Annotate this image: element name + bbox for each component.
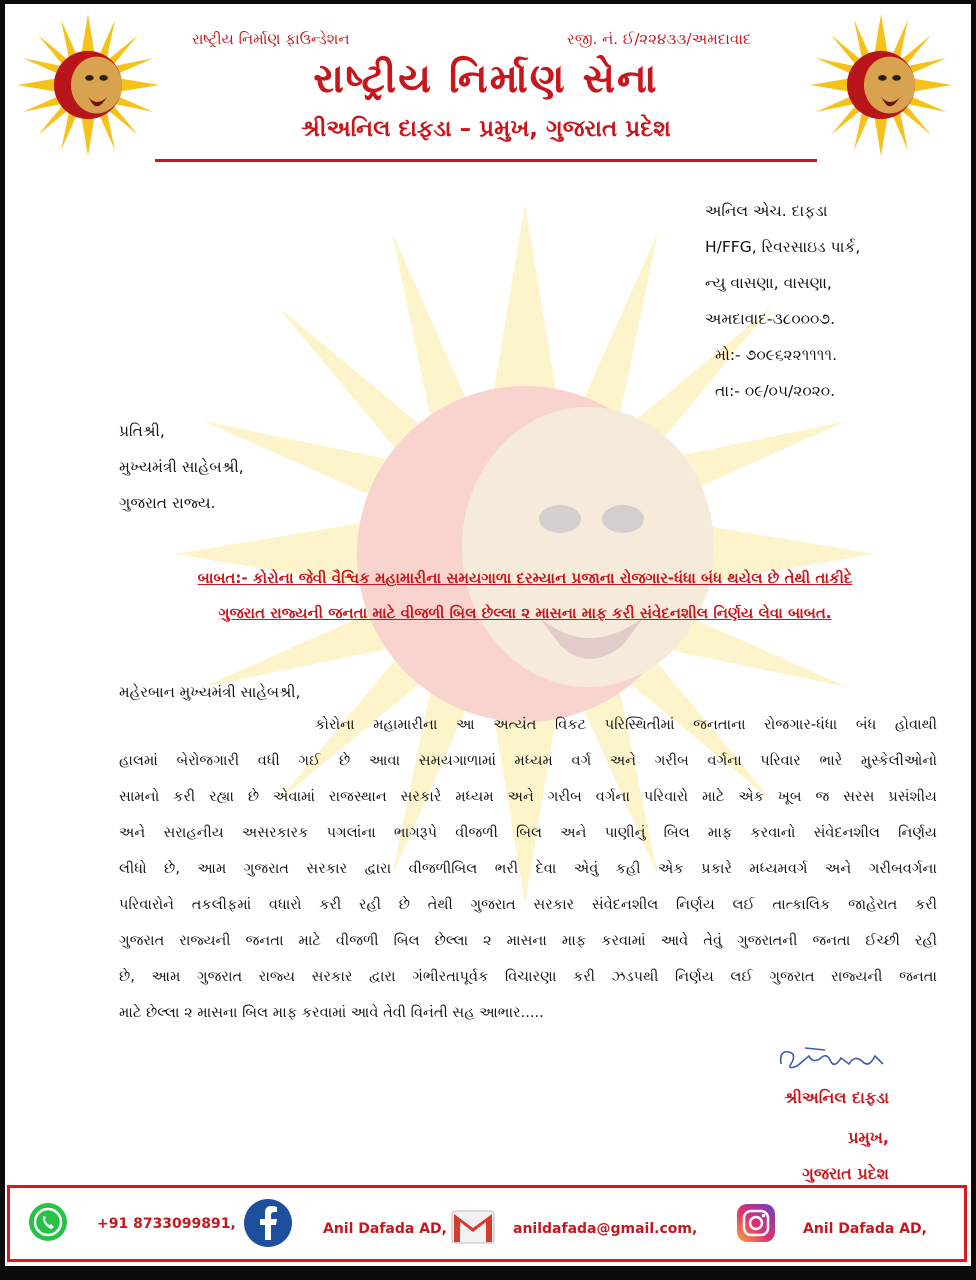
registration-number: રજી. નં. ઈ/૨૨૪૩૩/અમદાવાદ	[567, 30, 752, 48]
body-line: લીધો છે, આમ ગુજરાત સરકાર દ્વારા વીજળીબિલ ભરી દેવા એવું કહી એક પ્રકારે મધ્યમવર્ગ અને ગરીબવર્ગના	[119, 860, 937, 877]
instagram-icon	[735, 1202, 777, 1244]
sender-address-line-1: H/FFG, રિવરસાઇડ પાર્ક,	[705, 238, 861, 256]
signatory-role: પ્રમુખ,	[848, 1128, 889, 1147]
footer-email: anildafada@gmail.com,	[513, 1221, 698, 1237]
facebook-icon	[243, 1198, 293, 1248]
salutation: મહેરબાન મુખ્યમંત્રી સાહેબશ્રી,	[119, 683, 301, 701]
body-line: છે, આમ ગુજરાત રાજ્ય સરકાર દ્વારા ગંભીરતાપૂર્વક વિચારણા કરી ઝડપથી નિર્ણય લઈ ગુજરાત રાજ્યની જનતા	[119, 968, 937, 985]
body-line: કોરોના મહામારીના આ અત્યંત વિકટ પરિસ્થિતીમાં જનતાના રોજગાર-ધંધા બંધ હોવાથી	[315, 716, 937, 733]
sender-address-line-3: અમદાવાદ-૩૮૦૦૦૭.	[705, 310, 836, 328]
body-line: અને સરાહનીય અસરકારક પગલાંના ભાગરૂપે વીજળી બિલ અને પાણીનું બિલ માફ કરવાનો સંવેદનશીલ નિર્ણય	[119, 824, 937, 841]
signatory-name: શ્રીઅનિલ દાફડા	[784, 1088, 889, 1107]
signatory-region: ગુજરાત પ્રદેશ	[802, 1164, 889, 1183]
left-sun-tiger-logo	[17, 14, 159, 156]
letter-date: તા:- ૦૯/૦૫/૨૦૨૦.	[715, 382, 836, 400]
subject-line-2: ગુજરાત રાજ્યની જનતા માટે વીજળી બિલ છેલ્લા ૨ માસના માફ કરી સંવેદનશીલ નિર્ણય લેવા બાબત.	[218, 604, 832, 622]
body-line: હાલમાં બેરોજગારી વધી ગઈ છે આવા સમયગાળામાં મધ્યમ વર્ગ અને ગરીબ વર્ગના પરિવાર ભારે મુસ્કેલીઓનો	[119, 752, 937, 769]
body-line: માટે છેલ્લા ૨ માસના બિલ માફ કરવામાં આવે તેવી વિનંતી સહ આભાર.....	[119, 1004, 544, 1021]
body-line: પરિવારોને તકલીફમાં વધારો કરી રહી છે તેથી ગુજરાત સરકાર સંવેદનશીલ નિર્ણય લઈ તાત્કાલિક જાહેરાત કરી	[119, 896, 937, 913]
letterhead-divider	[155, 159, 817, 162]
footer-phone: +91 8733099891,	[97, 1216, 236, 1232]
handwritten-signature	[775, 1042, 893, 1076]
footer-instagram: Anil Dafada AD,	[803, 1221, 927, 1237]
letter-page	[5, 4, 971, 1266]
footer-facebook: Anil Dafada AD,	[323, 1221, 447, 1237]
subject-line-1: બાબત:- કોરોના જેવી વૈશ્વિક મહામારીના સમયગાળા દરમ્યાન પ્રજાના રોજગાર-ધંધા બંધ થયેલ છે તેથી તાકીદે	[197, 569, 853, 587]
organization-title: રાષ્ટ્રીય નિર્માણ સેના	[313, 56, 659, 102]
gmail-icon	[451, 1210, 495, 1244]
recipient-line-1: પ્રતિશ્રી,	[119, 422, 165, 440]
body-line: ગુજરાત રાજ્યની જનતા માટે વીજળી બિલ છેલ્લા ૨ માસના માફ કરવામાં આવે તેવું ગુજરાતની જનતા ઈચ્છી રહી	[119, 932, 937, 949]
foundation-name: રાષ્ટ્રીય નિર્માણ ફાઉન્ડેશન	[192, 30, 350, 48]
recipient-line-2: મુખ્યમંત્રી સાહેબશ્રી,	[119, 458, 244, 476]
sender-mobile: મો:- ૭૦૯૬૨૨૧૧૧૧.	[715, 346, 838, 364]
sender-address-line-2: ન્યુ વાસણા, વાસણા,	[705, 274, 832, 292]
recipient-line-3: ગુજરાત રાજ્ય.	[119, 494, 216, 512]
body-line: સામનો કરી રહ્યા છે એવામાં રાજસ્થાન સરકારે મધ્યમ અને ગરીબ વર્ગના પરિવારો માટે એક ખૂબ જ સરસ પ્રસંશીય	[119, 788, 937, 805]
sender-name: અનિલ એચ. દાફડા	[705, 202, 828, 220]
whatsapp-icon	[27, 1201, 69, 1243]
letterhead-subtitle: શ્રીઅનિલ દાફડા – પ્રમુખ, ગુજરાત પ્રદેશ	[301, 116, 671, 142]
right-sun-tiger-logo	[810, 14, 952, 156]
